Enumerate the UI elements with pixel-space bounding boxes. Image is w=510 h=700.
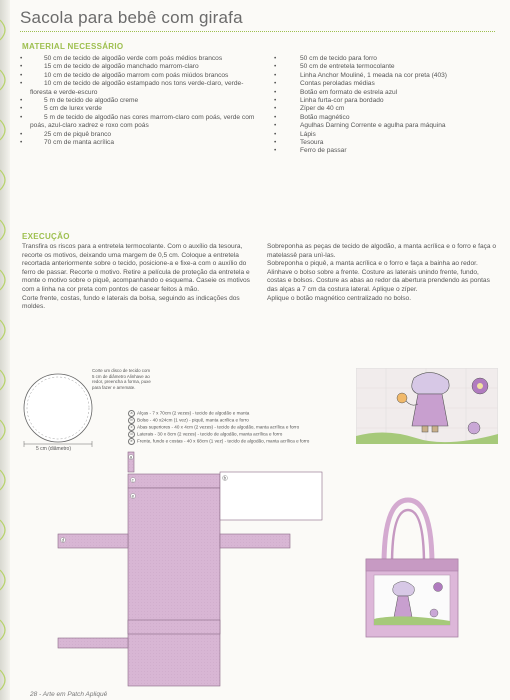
- execution-paragraph: Sobreponha as peças de tecido de algodão, a manta acrílica e o forro e faça o matelassê para unì-las.: [267, 243, 497, 259]
- execution-paragraph: Corte frente, costas, fundo e laterais da bolsa, seguindo as indicações dos moldes.: [22, 294, 240, 311]
- top-flap-piece: [128, 474, 220, 488]
- material-item: • 25 cm de piquê branco: [20, 130, 112, 138]
- material-item: • Contas peroladas médias: [274, 80, 375, 88]
- binding-rings-decoration: [0, 0, 12, 700]
- material-item: • 70 cm de manta acrílica: [20, 139, 114, 147]
- legend-item: b Bolso - 40 x24cm (1 vez) - piquê, manta acrílica e forro: [128, 417, 309, 424]
- piece-label-a: a: [129, 454, 133, 460]
- piece-label-c: c: [131, 477, 134, 483]
- bottom-piece: [128, 620, 220, 634]
- bag-photo: [360, 495, 465, 640]
- page-footer: 28 - Arte em Patch Apliquê: [30, 691, 108, 698]
- execution-text-right: [267, 243, 499, 303]
- material-item: • 5 cm de lurex verde: [20, 105, 102, 113]
- title-divider: [20, 31, 495, 32]
- materials-list-left: [20, 55, 260, 147]
- material-item: • Lápis: [274, 130, 316, 138]
- material-item: • 50 cm de tecido para forro: [274, 55, 377, 62]
- material-item: • Agulhas Darning Corrente e agulha para máquina: [274, 122, 446, 130]
- execution-heading: EXECUÇÃO: [22, 232, 70, 241]
- material-item: • 50 cm de tecido de algodão verde com poás médios brancos: [20, 55, 223, 62]
- circle-instruction-note: Corte um disco de tecido com 5 cm de diâmetro Alinhave ao redor, preencha a forma, puxe para fazer e arremate.: [92, 368, 151, 390]
- material-item: • Linha furta-cor para bordado: [274, 97, 384, 105]
- material-item: • Zíper de 40 cm: [274, 105, 345, 113]
- material-item: • 5 m de tecido de algodão creme: [20, 97, 139, 105]
- cutting-layout-diagram: [50, 448, 330, 690]
- piece-label-b: b: [223, 475, 227, 481]
- legend-item: a Alças - 7 x 70cm (2 vezes) - tecido de algodão e manta: [128, 410, 309, 417]
- execution-paragraph: Transfira os riscos para a entretela termocolante. Com o auxílio da tesoura, recorte os motivos, deixando uma margem de 0,5 cm. Coloque a entretela recortada anteriormente sobre o tecido, posicione-a e fixe-a com o auxílio do ferro de passar. Recorte o motivo. Retire a película de proteção da entretela e monte o motivo sobre o piquê, acompanhando o esquema. Caseie os motivos com a linha na cor preta com pontos de casear feitos à mão.: [22, 243, 250, 293]
- material-item: • 10 cm de tecido de algodão marrom com poás miúdos brancos: [20, 71, 229, 79]
- legend-item: e Frente, fundo e costas - 40 x 68cm (1 vez) - tecido de algodão, manta acrílica e forro: [128, 438, 309, 445]
- strap-piece-bottom: [58, 638, 128, 648]
- material-item: • Ferro de passar: [274, 147, 347, 155]
- materials-list-right: [274, 55, 500, 156]
- material-item: • Linha Anchor Mouliné, 1 meada na cor preta (403): [274, 71, 447, 79]
- material-item: • 10 cm de tecido de algodão estampado nos tons verde-claro, verde-floresta e verde-escuro: [20, 80, 244, 96]
- side-panel-right: [220, 534, 290, 548]
- material-item: • Botão magnético: [274, 113, 350, 121]
- page-title: Sacola para bebê com girafa: [20, 8, 243, 27]
- material-item: • Botão em formato de estrela azul: [274, 88, 398, 96]
- applique-photo: [356, 368, 498, 444]
- material-item: • 50 cm de entretela termocolante: [274, 63, 395, 71]
- piece-label-e: e: [131, 493, 135, 499]
- pattern-legend: [128, 410, 309, 445]
- materials-heading: MATERIAL NECESSÁRIO: [22, 42, 124, 51]
- execution-paragraph: Alinhave o bolso sobre a frente. Costure as laterais unindo frente, fundo, costas e bolsos. Costure as abas ao redor da abertura prendendo as pontas das alças a 7 cm da costura lateral. Aplique o zíper.: [267, 268, 490, 293]
- diameter-label: 5 cm (diâmetro): [36, 446, 72, 452]
- execution-text-left: [22, 243, 257, 312]
- main-body-piece: [128, 488, 220, 686]
- material-item: • 15 cm de tecido de algodão manchado marrom-claro: [20, 63, 199, 71]
- material-item: • 5 m de tecido de algodão nas cores marrom-claro com poás, verde com poás, azul-claro xadrez e roxo com poás: [20, 113, 255, 130]
- legend-item: d Laterais - 30 x 8cm (2 vezes) - tecido de algodão, manta acrílica e forro: [128, 431, 309, 438]
- side-panel-left: [58, 534, 128, 548]
- execution-paragraph: Aplique o botão magnético centralizado no bolso.: [267, 294, 412, 302]
- pocket-piece: [220, 472, 322, 520]
- legend-item: c Abas superiores - 40 x 4cm (2 vezes) - tecido de algodão, manta acrílica e forro: [128, 424, 309, 431]
- execution-paragraph: Sobreponha o piquê, a manta acrílica e o forro e faça a bainha ao redor.: [267, 260, 478, 268]
- piece-label-d: d: [61, 537, 65, 543]
- material-item: • Tesoura: [274, 139, 324, 147]
